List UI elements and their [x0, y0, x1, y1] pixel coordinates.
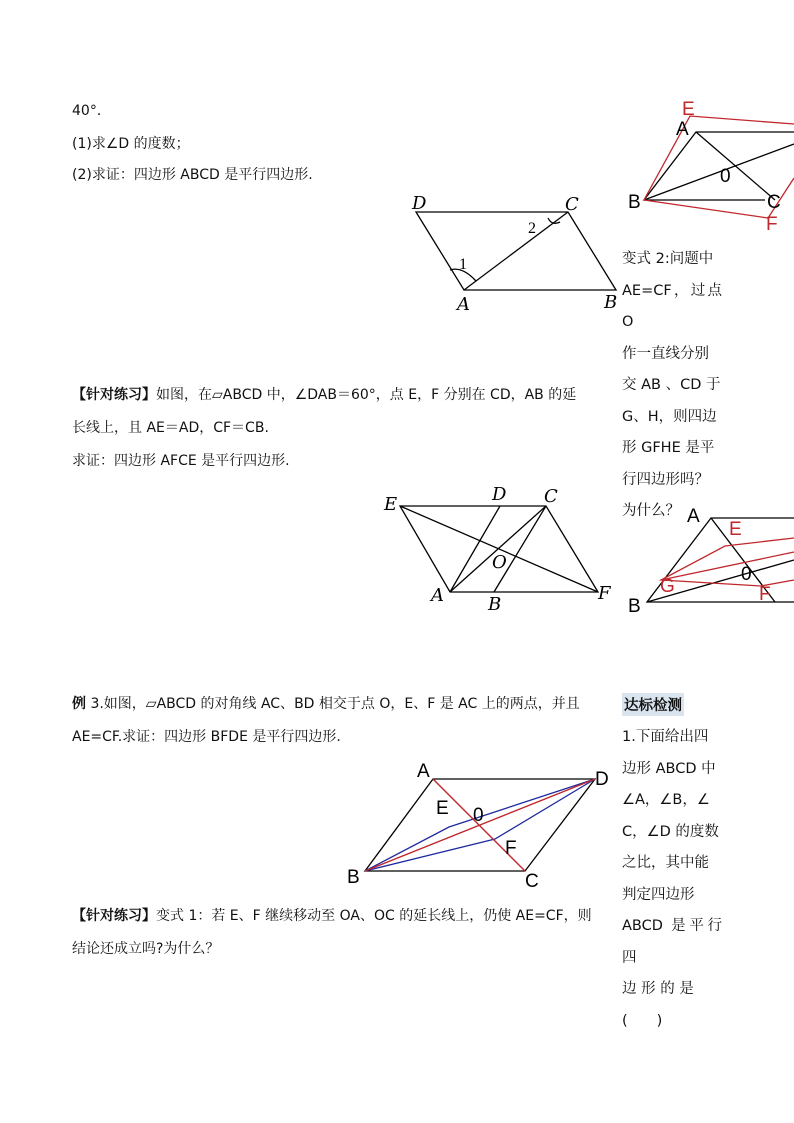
label-b: B — [347, 867, 360, 888]
figure-parallelogram-abcd — [400, 190, 630, 320]
practice2-text1: 变式 1：若 E、F 继续移动至 OA、OC 的延长线上，仍使 AE=CF，则 — [156, 908, 592, 924]
label-f: F — [766, 214, 778, 235]
label-a: A — [431, 585, 444, 606]
label-o: 0 — [720, 166, 731, 187]
label-a: A — [417, 761, 430, 782]
label-c: C — [767, 192, 781, 213]
variant2-line: 作一直线分别 — [622, 345, 709, 362]
example-tag: 例 — [72, 696, 86, 712]
label-a: A — [457, 294, 470, 315]
label-e: E — [682, 99, 695, 120]
variant2-line: 形 GFHE 是平 — [622, 440, 715, 456]
label-o: O — [492, 552, 507, 573]
question-2: (2)求证：四边形 ABCD 是平行四边形. — [72, 167, 313, 183]
variant2-line: 为什么？ — [622, 503, 680, 519]
label-d: D — [595, 769, 609, 790]
assessment-line: ( ) — [622, 1012, 663, 1029]
example3-line2: AE=CF.求证：四边形 BFDE 是平行四边形. — [72, 729, 341, 745]
practice1-text1: 如图，在▱ABCD 中，∠DAB＝60°，点 E，F 分别在 CD，AB 的延 — [156, 387, 577, 403]
label-e: E — [729, 519, 742, 540]
label-a: A — [687, 506, 700, 527]
variant2-line: AE=CF，过点 O — [622, 282, 722, 330]
variant2-line: 交 AB 、CD 于 — [622, 377, 721, 393]
figure-parallelogram-afce — [378, 482, 623, 615]
practice-tag: 【针对练习】 — [72, 387, 156, 403]
assessment-line: ∠A，∠B，∠ — [622, 792, 710, 808]
angle-1-label: 1 — [459, 256, 467, 273]
label-e: E — [384, 494, 398, 515]
assessment-line: C，∠D 的度数 — [622, 823, 719, 840]
practice2-line1 — [72, 906, 592, 926]
figure-variant2-cutoff — [625, 500, 794, 618]
label-c: C — [565, 194, 579, 215]
label-d: D — [412, 193, 427, 214]
label-b: B — [488, 594, 502, 615]
label-b: B — [604, 292, 618, 313]
text-line-40deg: 40°． — [72, 103, 111, 119]
label-b: B — [628, 596, 641, 617]
variant2-line: G、H，则四边 — [622, 408, 717, 425]
label-f: F — [759, 584, 771, 605]
label-c: C — [525, 871, 539, 892]
label-o: 0 — [741, 564, 752, 585]
practice1-line3: 求证：四边形 AFCE 是平行四边形. — [72, 453, 290, 469]
label-e: E — [436, 798, 449, 819]
figure-variant1-cutoff — [625, 98, 794, 238]
label-b: B — [628, 192, 641, 213]
variant2-block — [622, 244, 722, 528]
example3-line1 — [72, 694, 580, 714]
label-g: G — [660, 576, 675, 597]
figure-parallelogram-bfde — [345, 755, 615, 895]
label-o: 0 — [473, 805, 484, 826]
assessment-line: 边形 ABCD 中 — [622, 760, 716, 777]
assessment-line: 之比，其中能 — [622, 855, 709, 871]
angle-2-label: 2 — [528, 220, 536, 237]
assessment-line: 判定四边形 — [622, 886, 695, 903]
variant2-line: 变式 2:问题中 — [622, 251, 714, 267]
assessment-line: 边 形 的 是 — [622, 981, 694, 997]
practice-tag: 【针对练习】 — [72, 908, 156, 924]
assessment-line: 1.下面给出四 — [622, 729, 709, 745]
practice2-line2: 结论还成立吗?为什么？ — [72, 941, 220, 957]
question-1: (1)求∠D 的度数； — [72, 136, 190, 152]
practice1-line2: 长线上，且 AE＝AD，CF＝CB. — [72, 420, 269, 436]
label-f: F — [505, 838, 517, 859]
assessment-q1-block — [622, 722, 722, 1037]
label-a: A — [676, 119, 689, 140]
label-d: D — [492, 484, 507, 505]
practice1-line1 — [72, 385, 576, 405]
label-c: C — [544, 486, 558, 507]
example3-text1: 3.如图，▱ABCD 的对角线 AC、BD 相交于点 O，E、F 是 AC 上的两点，并且 — [86, 696, 580, 712]
variant2-line: 行四边形吗？ — [622, 471, 709, 488]
assessment-line: ABCD 是平行四 — [622, 918, 722, 966]
label-f: F — [598, 583, 611, 604]
section-heading-assessment: 达标检测 — [622, 693, 684, 716]
